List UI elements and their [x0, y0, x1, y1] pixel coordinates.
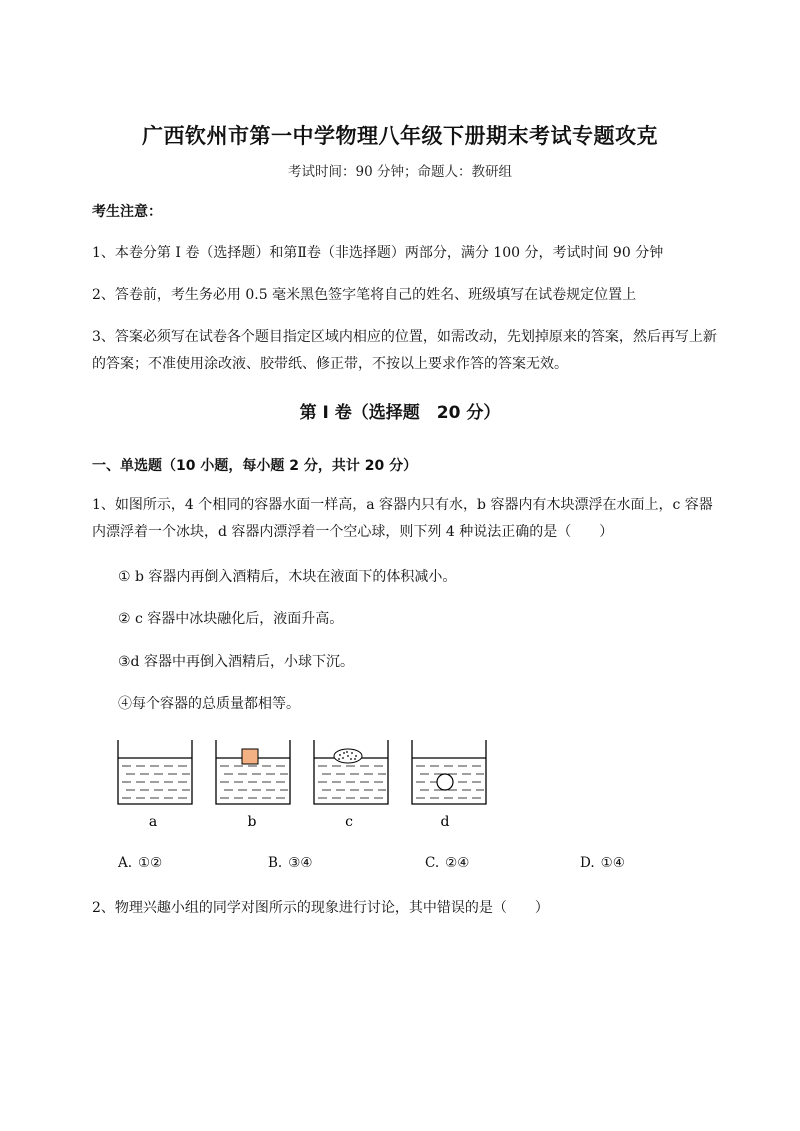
- option-b-text: ③④: [288, 855, 313, 871]
- exam-title: 广西钦州市第一中学物理八年级下册期末考试专题攻克: [142, 124, 658, 148]
- label-b: b: [247, 814, 257, 830]
- option-c-label: C.: [425, 855, 440, 871]
- option-d[interactable]: [580, 855, 625, 871]
- section-title: 第 I 卷（选择题 20 分）: [299, 403, 501, 423]
- option-b-label: B.: [268, 855, 283, 871]
- label-a: a: [148, 814, 158, 830]
- question-1-statement-3: ③d 容器中再倒入酒精后，小球下沉。: [118, 654, 354, 670]
- question-1-statement-1: ① b 容器内再倒入酒精后，木块在液面下的体积减小。: [118, 569, 457, 585]
- option-c[interactable]: [425, 855, 469, 871]
- container-a: [118, 740, 192, 804]
- question-1-text: 1、如图所示，4 个相同的容器水面一样高，a 容器内只有水，b 容器内有木块漂浮在水面上，c 容器内漂浮着一个冰块，d 容器内漂浮着一个空心球，则下列 4 种说法正确的是（ ）: [92, 497, 713, 540]
- option-c-text: ②④: [445, 855, 470, 871]
- option-a[interactable]: [118, 855, 162, 871]
- option-a-label: A.: [118, 855, 133, 871]
- question-2-text: 2、物理兴趣小组的同学对图所示的现象进行讨论，其中错误的是（ ）: [92, 900, 549, 916]
- wood-block: [242, 749, 258, 764]
- containers-figure: [108, 732, 498, 832]
- notice-item-2: 2、答卷前，考生务必用 0.5 毫米黑色签字笔将自己的姓名、班级填写在试卷规定位置上: [92, 287, 637, 303]
- option-b[interactable]: [268, 855, 312, 871]
- exam-subtitle: 考试时间：90 分钟；命题人：教研组: [288, 164, 512, 180]
- question-group-heading: 一、单选题（10 小题，每小题 2 分，共计 20 分）: [92, 458, 418, 474]
- container-d: [412, 740, 486, 804]
- label-d: d: [440, 814, 450, 830]
- option-d-text: ①④: [600, 855, 625, 871]
- container-b: [216, 740, 290, 804]
- notice-heading: 考生注意：: [92, 204, 162, 220]
- question-1-statement-2: ② c 容器中冰块融化后，液面升高。: [118, 611, 344, 627]
- notice-item-3: 3、答案必须写在试卷各个题目指定区域内相应的位置，如需改动，先划掉原来的答案，然后再写上新的答案；不准使用涂改液、胶带纸、修正带，不按以上要求作答的答案无效。: [92, 329, 717, 372]
- option-a-text: ①②: [138, 855, 163, 871]
- hollow-ball: [437, 774, 453, 790]
- question-1-statement-4: ④每个容器的总质量都相等。: [118, 696, 300, 712]
- option-d-label: D.: [580, 855, 595, 871]
- container-c: [314, 740, 388, 804]
- label-c: c: [345, 814, 353, 830]
- notice-item-1: 1、本卷分第 I 卷（选择题）和第Ⅱ卷（非选择题）两部分，满分 100 分，考试时间 90 分钟: [92, 245, 664, 261]
